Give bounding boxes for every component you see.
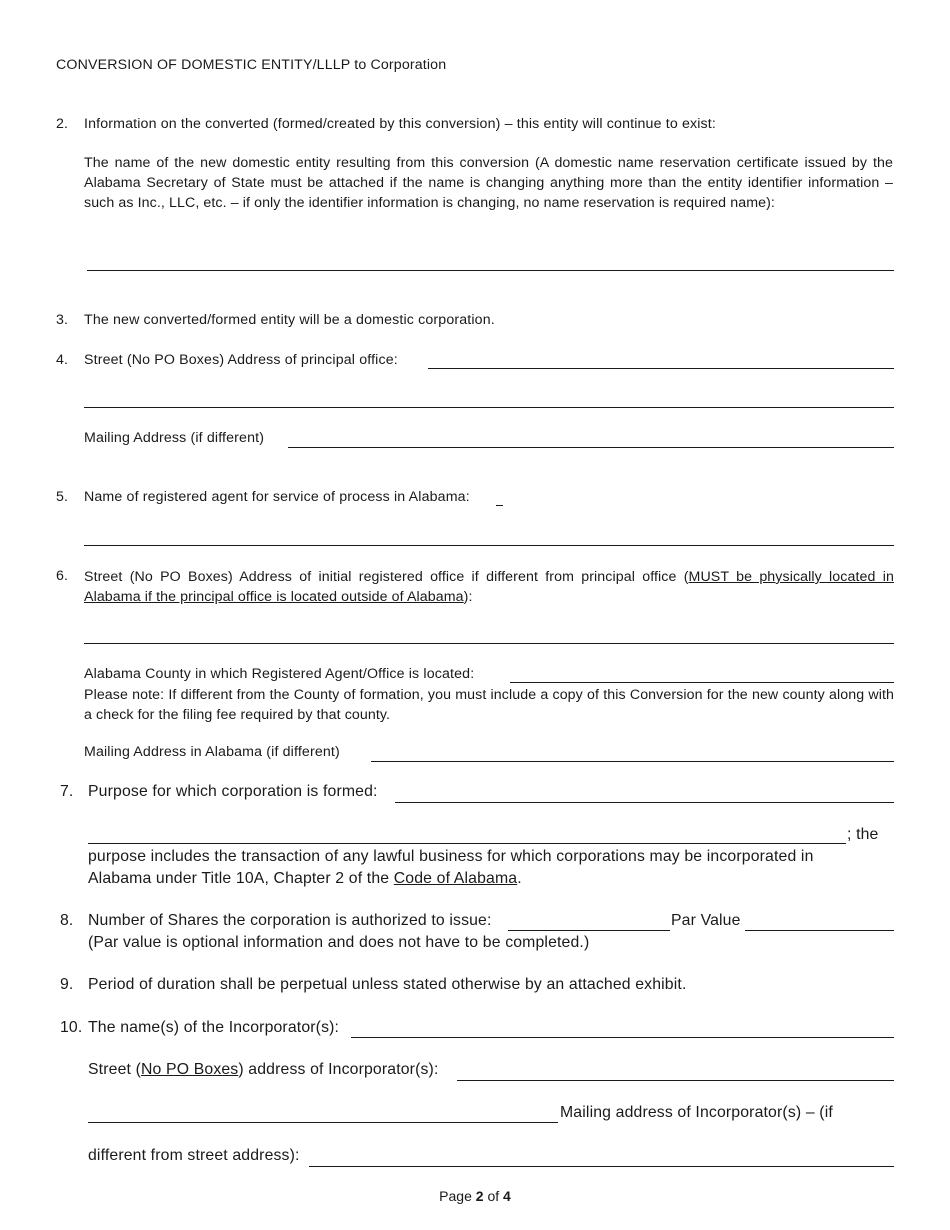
new-entity-name-field[interactable] [87, 270, 894, 271]
purpose-field[interactable] [395, 802, 894, 803]
item-2-text: Information on the converted (formed/created by this conversion) – this entity will continue to exist: [84, 116, 716, 132]
item-5-number: 5. [56, 489, 69, 505]
incorporator-street-field[interactable] [457, 1080, 894, 1081]
shares-label: Number of Shares the corporation is authorized to issue: [88, 912, 492, 929]
registered-agent-label: Name of registered agent for service of process in Alabama: [84, 489, 470, 505]
item-4-number: 4. [56, 352, 69, 368]
county-note: Please note: If different from the County of formation, you must include a copy of this Conversion for the new county along with a check for the filing fee required by that county. [84, 687, 894, 723]
purpose-field-line2[interactable] [88, 843, 846, 844]
purpose-label: Purpose for which corporation is formed: [88, 783, 378, 800]
item-6-number: 6. [56, 568, 69, 584]
par-value-note: (Par value is optional information and does not have to be completed.) [88, 934, 590, 951]
page-number: Page 2 of 4 [439, 1188, 511, 1204]
item-7-number: 7. [60, 783, 74, 800]
duration-text: Period of duration shall be perpetual unless stated otherwise by an attached exhibit. [88, 976, 687, 993]
par-value-label: Par Value [671, 912, 741, 929]
incorporator-name-label: The name(s) of the Incorporator(s): [88, 1019, 340, 1036]
alabama-mailing-label: Mailing Address in Alabama (if different) [84, 744, 340, 760]
purpose-text-line2: purpose includes the transaction of any lawful business for which corporations may be incorporated in [88, 848, 814, 865]
item-8-number: 8. [60, 912, 74, 929]
item-2-paragraph: The name of the new domestic entity resulting from this conversion (A domestic name reservation certificate issued by the Alabama Secretary of State must be attached if the name is changing anything more than the entity identifier information – such as Inc., LLC, etc. – if only the identifier information is changing, no name reservation is required name): [84, 155, 893, 211]
principal-office-label: Street (No PO Boxes) Address of principal office: [84, 352, 398, 368]
par-value-field[interactable] [745, 930, 894, 931]
registered-agent-field-line2[interactable] [84, 545, 894, 546]
mailing-address-field[interactable] [288, 447, 894, 448]
incorporator-street-field-line2[interactable] [88, 1122, 558, 1123]
shares-field[interactable] [508, 930, 670, 931]
registered-office-field[interactable] [84, 643, 894, 644]
registered-agent-field[interactable] [496, 505, 503, 506]
incorporator-street-label: Street (No PO Boxes) address of Incorporator(s): [88, 1061, 439, 1078]
item-2-number: 2. [56, 116, 69, 132]
county-field[interactable] [510, 682, 894, 683]
item-6-text: Street (No PO Boxes) Address of initial registered office if different from principal office (MUST be physically located in Alabama if the principal office is located outside of Alabama): [84, 569, 894, 605]
item-10-number: 10. [60, 1019, 83, 1036]
code-of-alabama: Code of Alabama [393, 870, 518, 887]
purpose-suffix: ; the [847, 826, 879, 843]
form-title: CONVERSION OF DOMESTIC ENTITY/LLLP to Corporation [56, 57, 447, 73]
principal-office-field[interactable] [428, 368, 894, 369]
item-9-number: 9. [60, 976, 74, 993]
mailing-address-label: Mailing Address (if different) [84, 430, 265, 446]
item-3-number: 3. [56, 312, 69, 328]
incorporator-mailing-label: Mailing address of Incorporator(s) – (if [560, 1104, 833, 1121]
principal-office-field-line2[interactable] [84, 407, 894, 408]
county-label: Alabama County in which Registered Agent/Office is located: [84, 666, 475, 682]
alabama-mailing-field[interactable] [371, 761, 894, 762]
incorporator-mailing-label-line2: different from street address): [88, 1147, 300, 1164]
alabama-location-requirement: MUST be physically located in Alabama if the principal office is located outside of Alabama [84, 569, 894, 605]
purpose-text-line3: Alabama under Title 10A, Chapter 2 of the Code of Alabama. [88, 870, 522, 887]
incorporator-name-field[interactable] [351, 1037, 894, 1038]
no-po-boxes: No PO Boxes [141, 1061, 239, 1078]
item-3-text: The new converted/formed entity will be a domestic corporation. [84, 312, 495, 328]
incorporator-mailing-field[interactable] [309, 1166, 894, 1167]
